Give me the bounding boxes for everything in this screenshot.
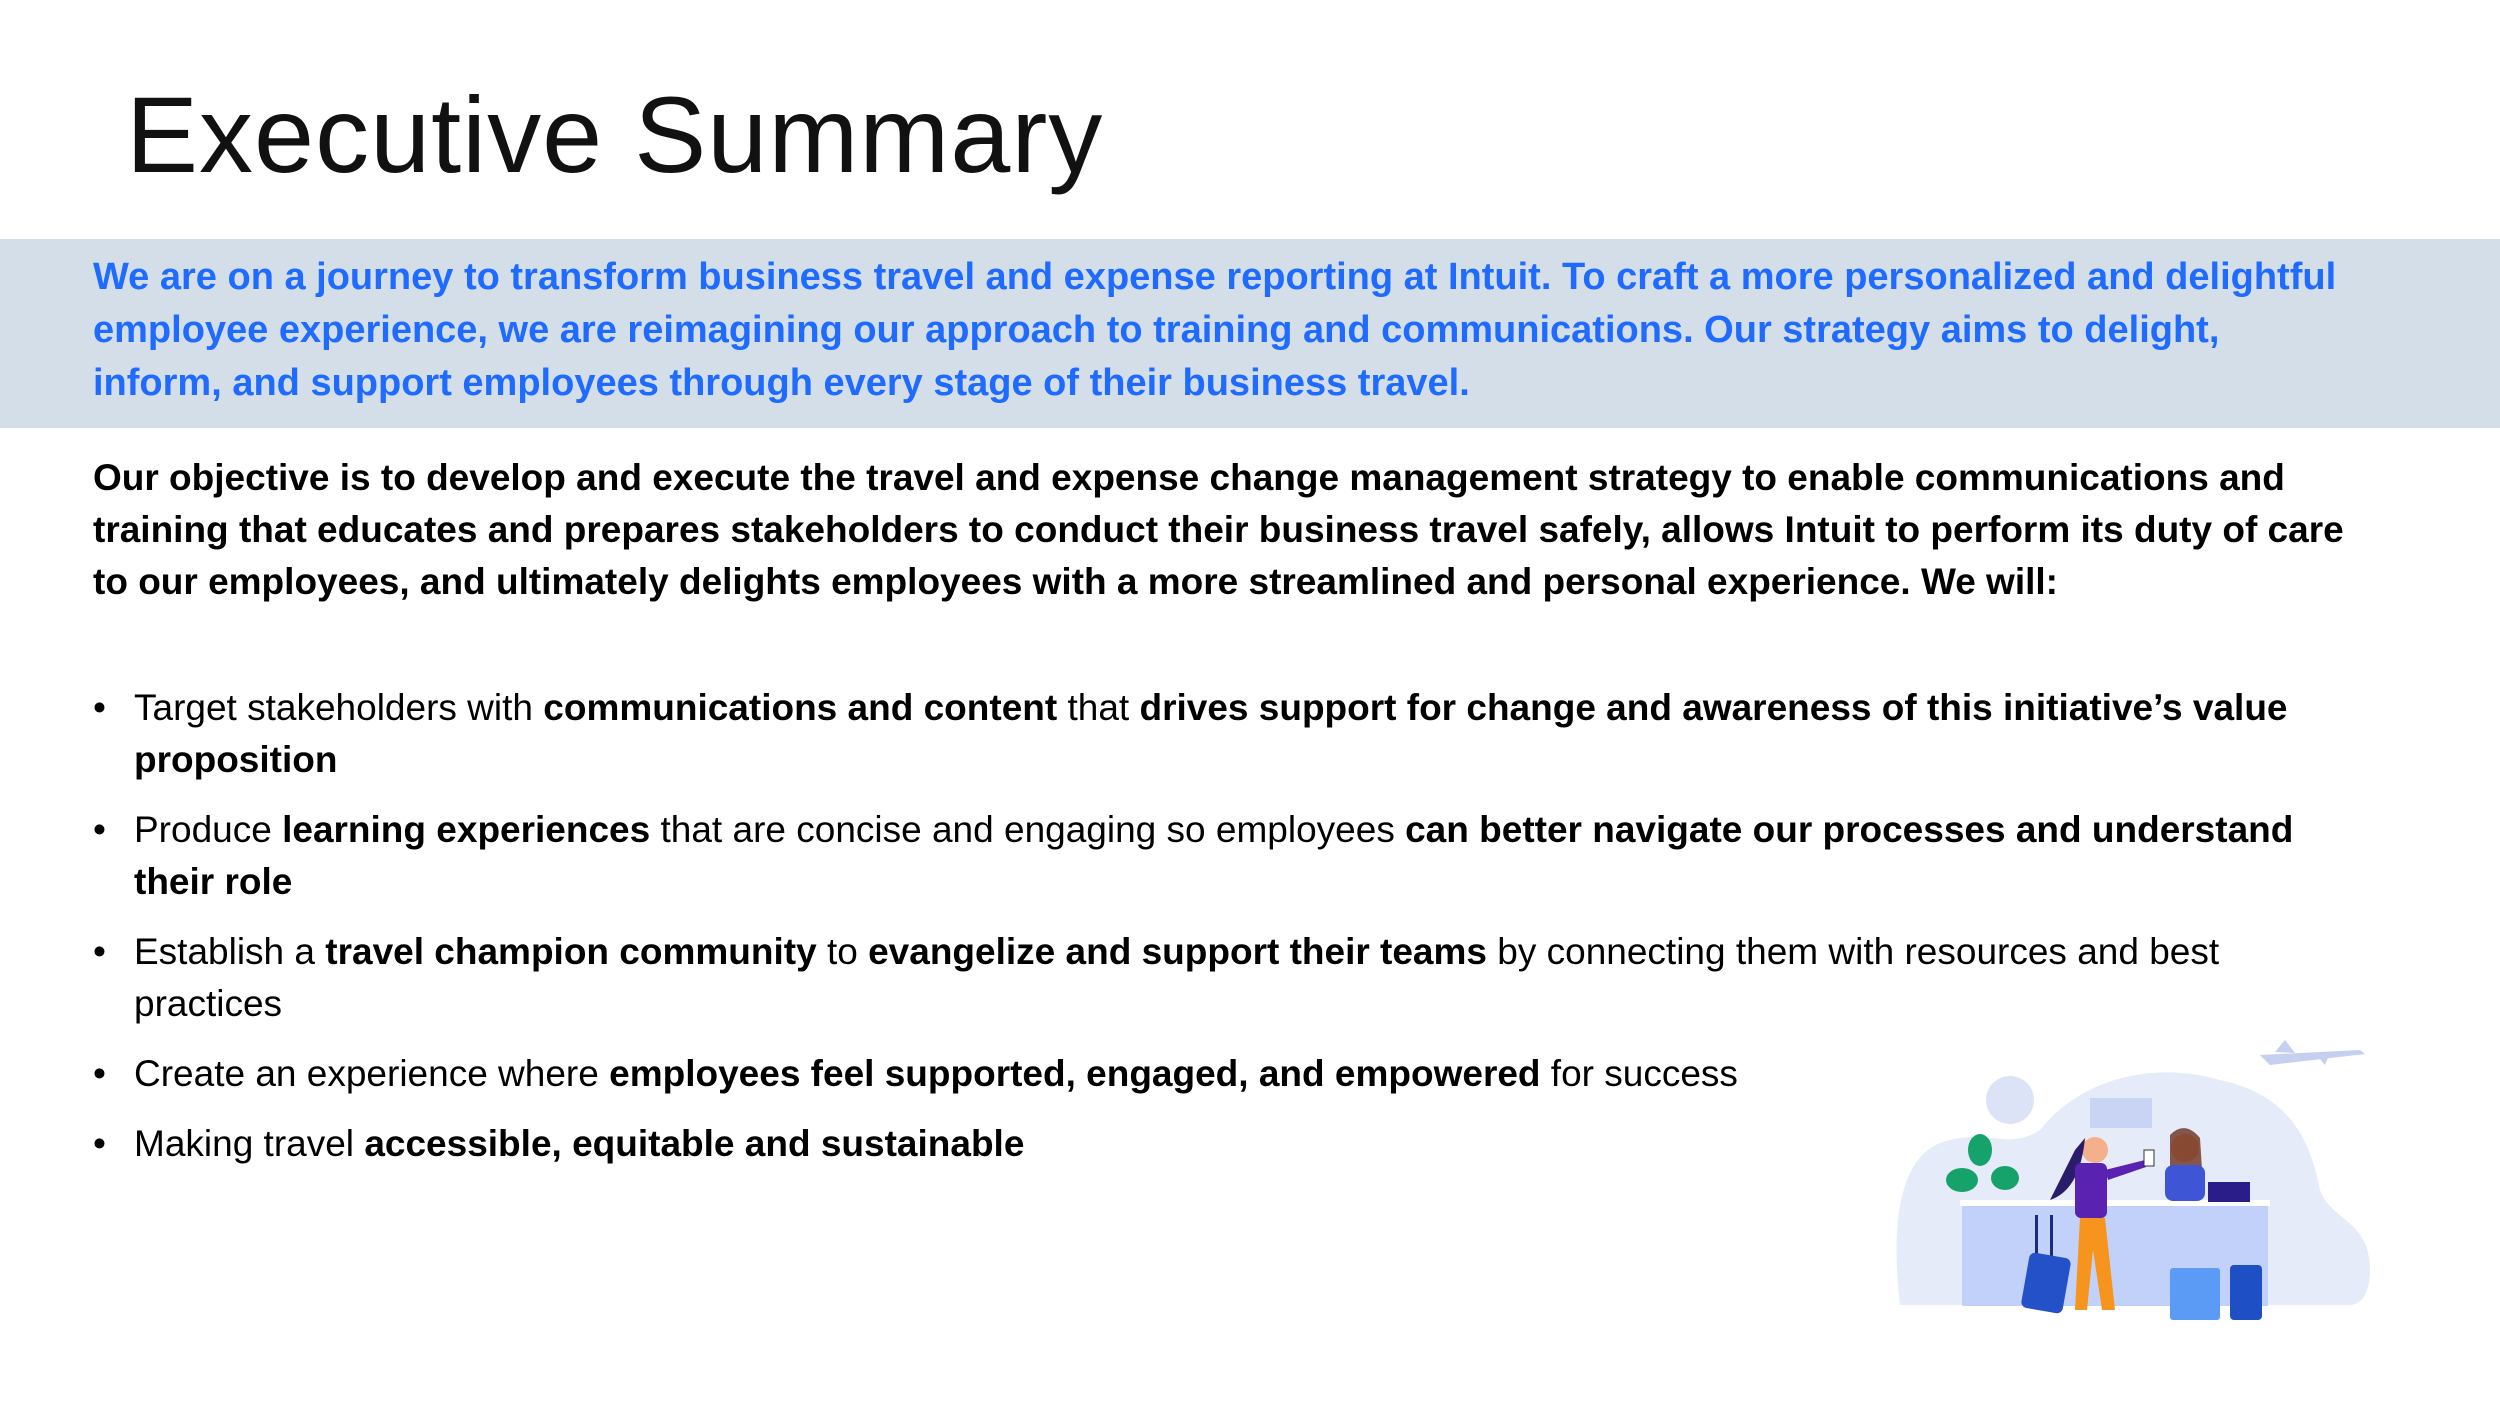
bold-text: employees feel supported, engaged, and empowered bbox=[609, 1053, 1541, 1094]
agent-person bbox=[2165, 1128, 2205, 1201]
bold-text: evangelize and support their teams bbox=[868, 931, 1487, 972]
text: by connecting them with resources and best practices bbox=[134, 931, 2220, 1024]
bold-text: can better navigate our processes and understand their role bbox=[134, 809, 2294, 902]
clock-icon bbox=[1986, 1076, 2034, 1124]
bold-text: drives support for change and awareness of this initiative’s value proposition bbox=[134, 687, 2288, 780]
bold-text: travel champion community bbox=[325, 931, 817, 972]
bullet-icon: • bbox=[93, 687, 106, 728]
text: Establish a bbox=[134, 931, 326, 972]
text: Target stakeholders with bbox=[134, 687, 544, 728]
check-in-desk bbox=[1962, 1206, 2268, 1306]
text: that are concise and engaging so employees bbox=[650, 809, 1406, 850]
text: to bbox=[816, 931, 869, 972]
text: Making travel bbox=[134, 1123, 365, 1164]
text: Create an experience where bbox=[134, 1053, 610, 1094]
bullet-icon: • bbox=[93, 931, 106, 972]
luggage-icon-2 bbox=[2230, 1265, 2262, 1320]
airplane-icon bbox=[2260, 1040, 2365, 1065]
bullet-icon: • bbox=[93, 809, 106, 850]
list-item bbox=[93, 682, 2373, 786]
luggage-icon bbox=[2170, 1268, 2220, 1320]
bold-text: communications and content bbox=[543, 687, 1058, 728]
bold-text: learning experiences bbox=[282, 809, 651, 850]
page-title: Executive Summary bbox=[126, 74, 1104, 195]
text: Produce bbox=[134, 809, 283, 850]
bullet-icon: • bbox=[93, 1053, 106, 1094]
bullet-icon: • bbox=[93, 1123, 106, 1164]
objective-text: Our objective is to develop and execute the travel and expense change management strategy to enable communications and training that educates and prepares stakeholders to conduct their business travel safely, allows Intuit to perform its duty of care to our employees, and ultimately delights employees with a more streamlined and personal experience. We will: bbox=[93, 457, 2344, 602]
intro-text: We are on a journey to transform business travel and expense reporting at Intuit. To craft a more personalized and delightful employee experience, we are reimagining our approach to training and communications. Our strategy aims to delight, inform, and support employees through every stage of their business travel. bbox=[93, 256, 2337, 404]
departure-board bbox=[2090, 1098, 2152, 1128]
text: for success bbox=[1540, 1053, 1738, 1094]
list-item bbox=[93, 926, 2373, 1030]
travel-check-in-illustration bbox=[1890, 1020, 2380, 1320]
text: that bbox=[1057, 687, 1140, 728]
list-item bbox=[93, 804, 2373, 908]
laptop-icon bbox=[2208, 1182, 2250, 1202]
intro-banner bbox=[0, 239, 2500, 428]
bold-text: accessible, equitable and sustainable bbox=[364, 1123, 1025, 1164]
